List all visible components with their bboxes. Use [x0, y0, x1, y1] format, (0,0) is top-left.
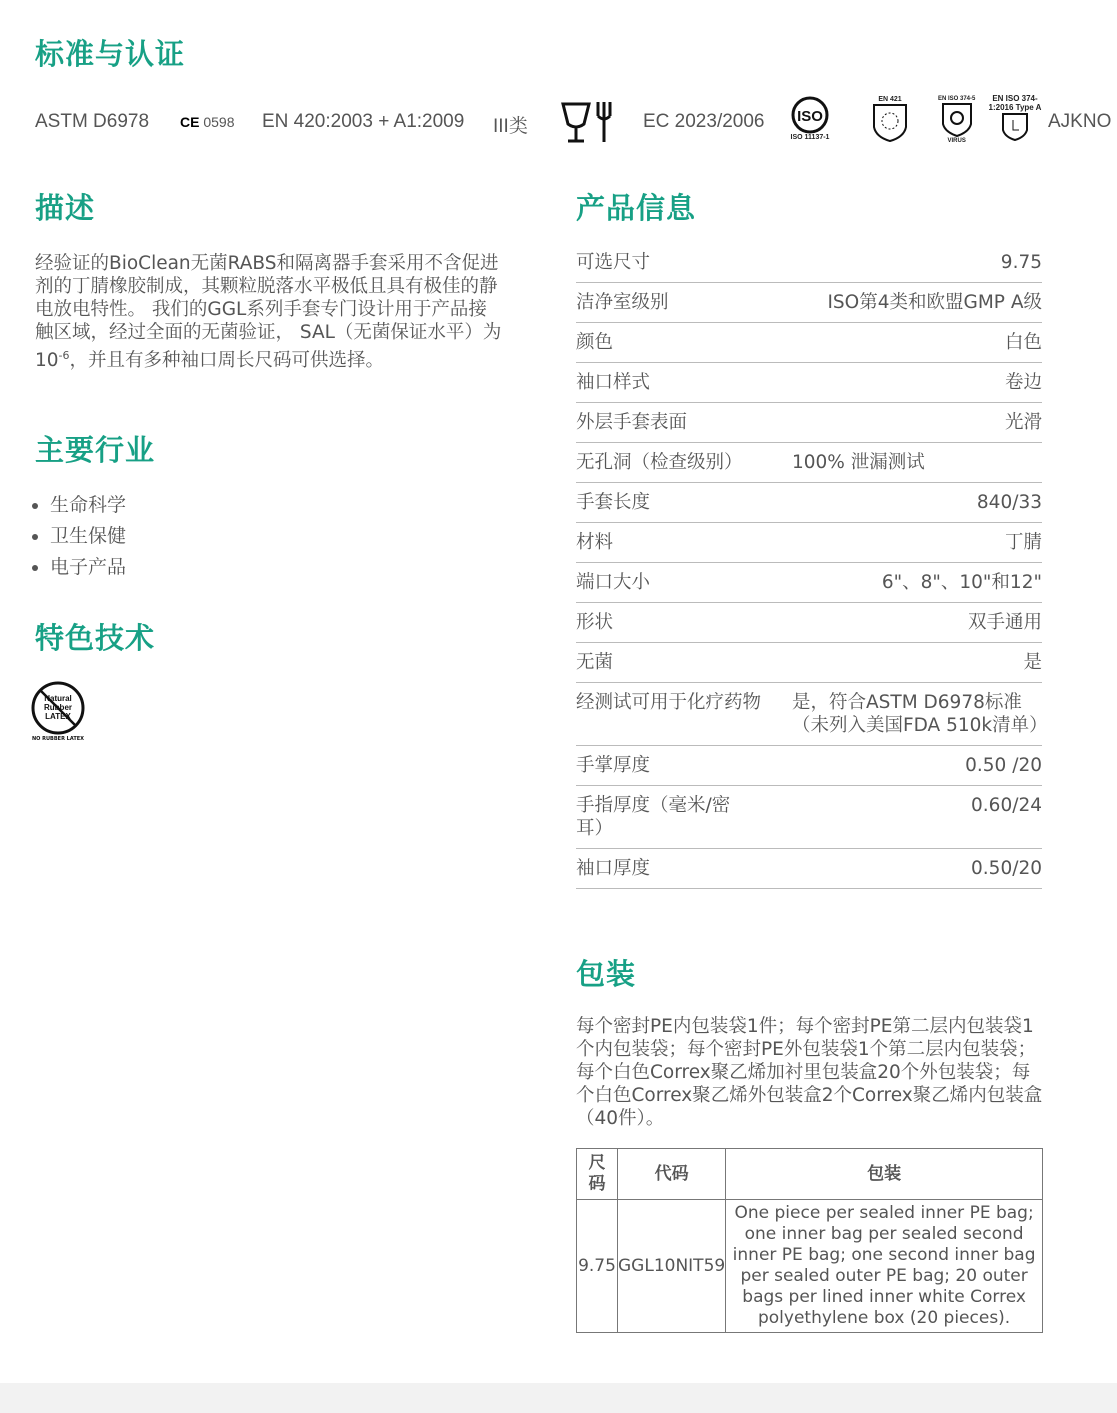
en421-badge: EN 421: [872, 96, 908, 143]
spec-row: [576, 603, 1042, 643]
list-item: • 生命科学: [50, 490, 126, 521]
spec-row: [576, 323, 1042, 363]
biohazard-shield-icon: [941, 102, 973, 138]
footer-strip: [0, 1383, 1117, 1413]
chemical-shield-icon: [1001, 112, 1029, 142]
spec-value: 100% 泄漏测试: [792, 452, 925, 473]
spec-value: 是: [1023, 652, 1042, 673]
spec-row: [576, 563, 1042, 603]
svg-text:ISO: ISO: [797, 108, 823, 125]
list-item: • 卫生保健: [50, 521, 126, 552]
industries-title: 主要行业: [35, 433, 156, 467]
spec-label: 颜色: [576, 332, 614, 353]
no-latex-badge: Natural Rubber LATEX NO RUBBER LATEX: [30, 680, 86, 742]
spec-value: 白色: [1004, 332, 1042, 353]
spec-label: 洁净室级别: [576, 292, 669, 313]
spec-row: [576, 483, 1042, 523]
spec-row: [576, 683, 1048, 746]
header-size: 尺码: [577, 1149, 618, 1200]
table-row: [577, 1200, 1043, 1333]
cell-packaging: One piece per sealed inner PE bag; one inner bag per sealed second inner PE bag; one second inner bag per sealed outer PE bag; 20 outer bags per lined inner white Correx polyethylene box (20 pieces).: [726, 1200, 1043, 1333]
spec-row: [576, 283, 1042, 323]
spec-label: 外层手套表面: [576, 412, 688, 433]
spec-value: 6"、8"、10"和12": [881, 572, 1042, 593]
radiation-shield-icon: [872, 103, 908, 143]
ce-mark: CE 0598: [180, 114, 235, 130]
cert-en420: EN 420:2003 + A1:2009: [262, 111, 465, 132]
cell-code: GGL10NIT59: [618, 1200, 726, 1333]
spec-value: 卷边: [1004, 372, 1042, 393]
spec-row: [576, 523, 1042, 563]
packaging-table: [576, 1148, 1043, 1333]
cert-class: III类: [493, 116, 528, 137]
standards-title: 标准与认证: [35, 37, 186, 71]
no-latex-icon: [30, 680, 86, 736]
spec-value: 光滑: [1004, 412, 1042, 433]
spec-value: 0.50/20: [971, 858, 1042, 879]
iso-11137-badge: ISO ISO 11137-1: [790, 96, 830, 141]
spec-row: [576, 849, 1042, 889]
spec-row: [576, 363, 1042, 403]
list-item: • 电子产品: [50, 552, 126, 583]
spec-value: 丁腈: [1004, 532, 1042, 553]
spec-label: 可选尺寸: [576, 252, 651, 273]
packaging-title: 包装: [576, 957, 637, 991]
spec-row: [576, 403, 1042, 443]
spec-row: [576, 643, 1042, 683]
cell-size: 9.75: [577, 1200, 618, 1333]
spec-value: 0.50 /20: [965, 755, 1042, 776]
en374-1-badge: EN ISO 374-1:2016 Type A: [985, 94, 1045, 142]
spec-label: 手指厚度（毫米/密耳）: [576, 795, 731, 839]
en374-5-badge: EN ISO 374-5 VIRUS: [938, 96, 976, 144]
spec-label: 端口大小: [576, 572, 651, 593]
cert-codes: AJKNO: [1048, 111, 1112, 132]
spec-value: 9.75: [1000, 252, 1042, 273]
spec-value: 0.60/24: [971, 795, 1042, 816]
no-latex-badge-text: Natural Rubber LATEX: [44, 694, 72, 721]
spec-value: ISO第4类和欧盟GMP A级: [827, 292, 1042, 313]
spec-value: 是，符合ASTM D6978标准（未列入美国FDA 510k清单）: [792, 692, 1048, 736]
product-info-title: 产品信息: [576, 191, 697, 225]
spec-row: [576, 243, 1042, 283]
spec-label: 袖口样式: [576, 372, 651, 393]
description-title: 描述: [35, 191, 96, 225]
spec-label: 经测试可用于化疗药物: [576, 692, 762, 713]
header-code: 代码: [618, 1149, 726, 1200]
technology-title: 特色技术: [35, 621, 156, 655]
table-header-row: [577, 1149, 1043, 1200]
cert-astm: ASTM D6978: [35, 111, 150, 132]
spec-label: 手套长度: [576, 492, 651, 513]
spec-row: [576, 746, 1042, 786]
spec-label: 材料: [576, 532, 614, 553]
header-packaging: 包装: [726, 1149, 1043, 1200]
spec-label: 无菌: [576, 652, 614, 673]
packaging-text: 每个密封PE内包装袋1件；每个密封PE第二层内包装袋1个内包装袋；每个密封PE外包装袋1个第二层内包装袋； 每个白色Correx聚乙烯加衬里包装盒20个外包装袋；每个白色Correx聚乙烯外包装盒2个Correx聚乙烯内包装盒（40件）。: [576, 1016, 1043, 1129]
description-text: 经验证的BioClean无菌RABS和隔离器手套采用不含促进剂的丁腈橡胶制成，其颗粒脱落水平极低且具有极佳的静电放电特性。 我们的GGL系列手套专门设计用于产品接触区域，经过全面的无菌验证， SAL（无菌保证水平）为$10^{-6}$，并且有多种袖口周长尺码可供选择。: [35, 253, 502, 372]
industries-list: [30, 490, 126, 583]
spec-row: [576, 443, 1042, 483]
spec-label: 无孔洞（检查级别）: [576, 452, 743, 473]
spec-value: 双手通用: [967, 612, 1042, 633]
spec-label: 手掌厚度: [576, 755, 651, 776]
spec-value: 840/33: [976, 492, 1042, 513]
certifications-row: [0, 92, 1117, 156]
food-safe-icon: [560, 100, 612, 144]
spec-label: 形状: [576, 612, 614, 633]
iso-icon: [790, 96, 830, 134]
product-info-table: [576, 243, 1048, 889]
cert-ec: EC 2023/2006: [643, 111, 765, 132]
spec-row: [576, 786, 1042, 849]
spec-label: 袖口厚度: [576, 858, 651, 879]
